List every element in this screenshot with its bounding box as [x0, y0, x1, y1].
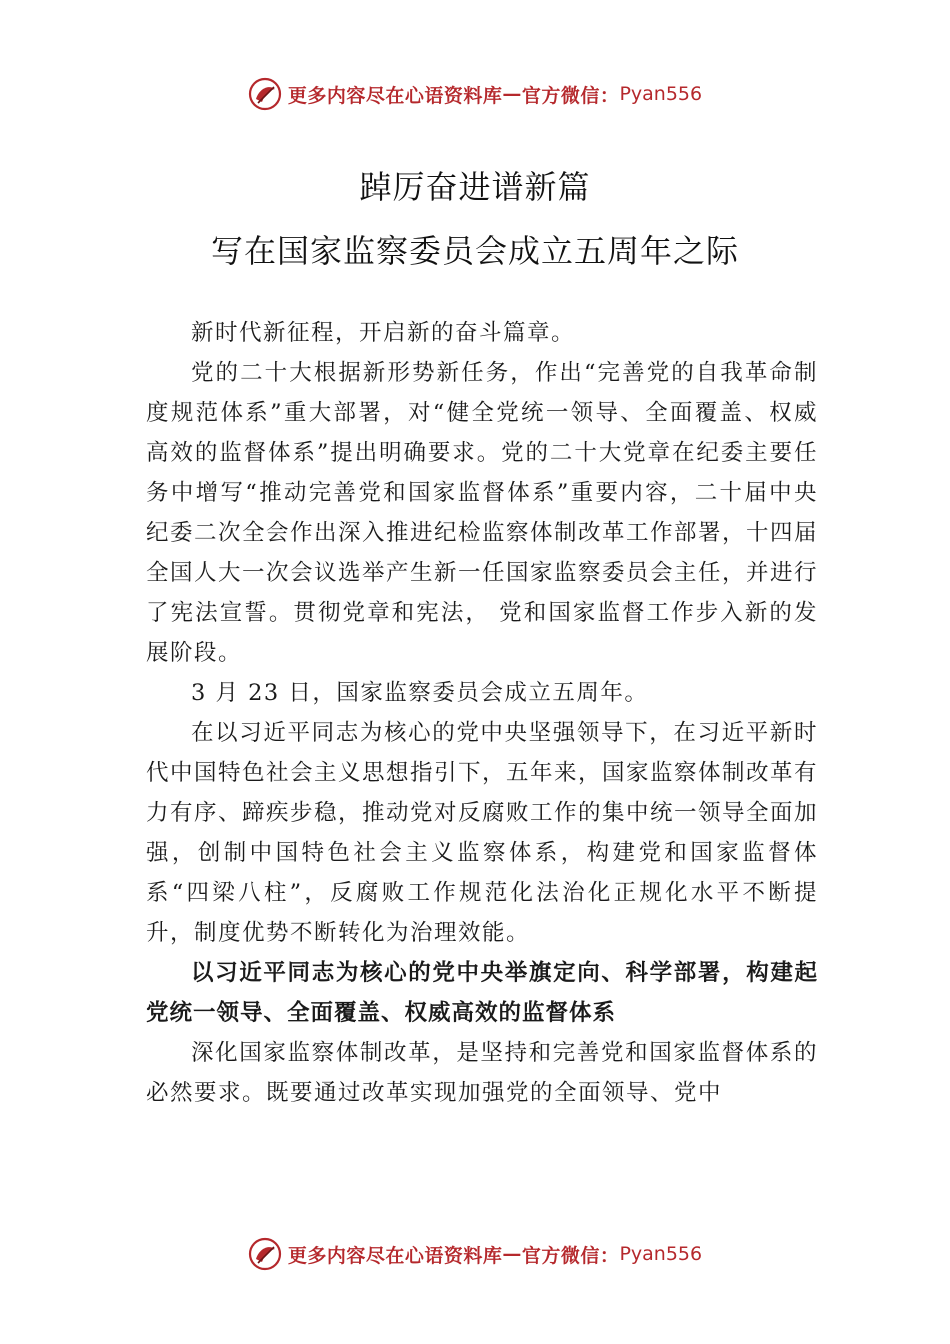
- banner-wechat-id: Pyan556: [619, 1243, 703, 1265]
- document-subtitle: 写在国家监察委员会成立五周年之际: [210, 232, 739, 270]
- banner-wechat-id: Pyan556: [619, 83, 703, 105]
- paragraph-5: 深化国家监察体制改革，是坚持和完善党和国家监督体系的必然要求。既要通过改革实现加强党的全面领导、党中: [146, 1040, 818, 1106]
- section-heading: 以习近平同志为核心的党中央举旗定向、科学部署，构建起党统一领导、全面覆盖、权威高效的监督体系: [146, 960, 818, 1026]
- footer-banner: [0, 1232, 950, 1276]
- banner-wechat-label: 官方微信：: [521, 84, 620, 107]
- logo-icon: [248, 77, 282, 111]
- article-body: [146, 313, 818, 1113]
- paragraph-1: 新时代新征程，开启新的奋斗篇章。: [191, 320, 576, 346]
- banner-separator: —: [502, 1243, 522, 1265]
- logo-icon: [248, 1237, 282, 1271]
- document-title: 踔厉奋进谱新篇: [359, 168, 591, 206]
- banner-wechat-label: 官方微信：: [521, 1244, 620, 1267]
- header-banner: [0, 72, 950, 116]
- paragraph-2: 党的二十大根据新形势新任务，作出“完善党的自我革命制度规范体系”重大部署，对“健全党统一领导、全面覆盖、权威高效的监督体系”提出明确要求。党的二十大党章在纪委主要任务中增写“推动完善党和国家监督体系”重要内容，二十届中央纪委二次全会作出深入推进纪检监察体制改革工作部署，十四届全国人大一次会议选举产生新一任国家监察委员会主任，并进行了宪法宣誓。贯彻党章和宪法， 党和国家监督工作步入新的发展阶段。: [146, 360, 819, 666]
- paragraph-4: 在以习近平同志为核心的党中央坚强领导下，在习近平新时代中国特色社会主义思想指引下，五年来，国家监察体制改革有力有序、蹄疾步稳，推动党对反腐败工作的集中统一领导全面加强，创制中国特色社会主义监察体系，构建党和国家监督体系“四梁八柱”，反腐败工作规范化法治化正规化水平不断提升，制度优势不断转化为治理效能。: [146, 720, 819, 946]
- banner-text: 更多内容尽在心语资料库: [287, 84, 503, 107]
- banner-text: 更多内容尽在心语资料库: [287, 1244, 503, 1267]
- paragraph-3: 3 月 23 日，国家监察委员会成立五周年。: [191, 680, 649, 706]
- banner-separator: —: [502, 83, 522, 105]
